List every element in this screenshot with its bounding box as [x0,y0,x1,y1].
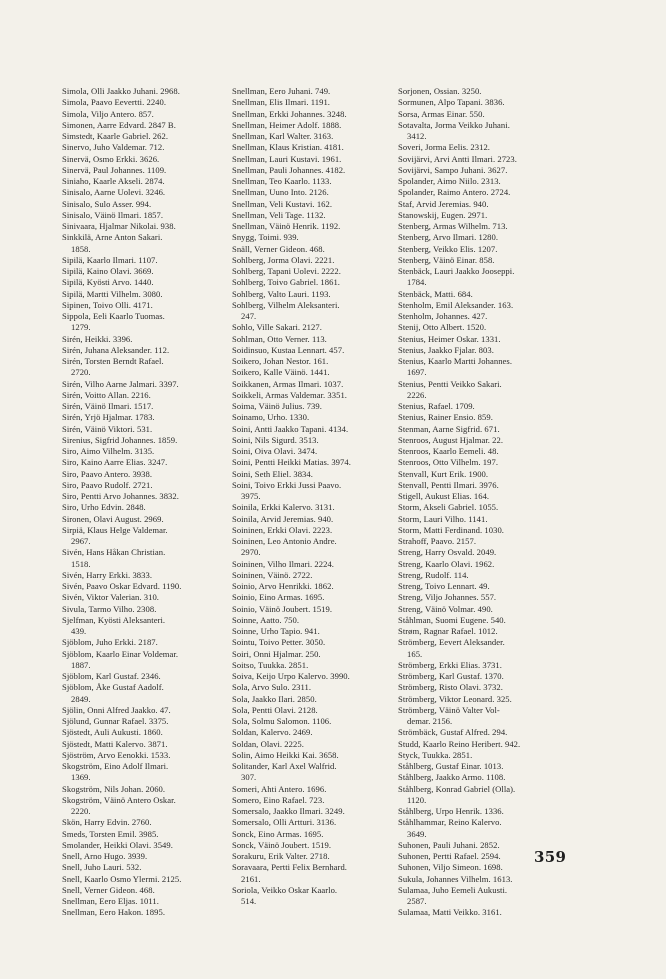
index-entry: 307. [241,772,257,783]
index-entry: Sjölund, Gunnar Rafael. 3375. [62,716,169,726]
index-entry: Snell, Arno Hugo. 3939. [62,851,148,861]
index-entry: Sola, Jaakko Ilari. 2850. [232,693,317,704]
index-entry: Snellman, Veli Kustavi. 162. [232,198,333,209]
index-entry: Smeds, Torsten Emil. 3985. [62,828,159,839]
index-entry: Stenius, Pentti Veikko Sakari. [398,378,502,389]
index-entry: Stigell, Aukust Elias. 164. [398,491,490,501]
index-entry: Stenberg, Veikko Elis. 1207. [398,243,498,254]
index-entry: Ståhlberg, Konrad Gabriel (Olla). [398,783,516,794]
index-entry: Sorsa, Armas Einar. 550. [398,108,485,119]
index-entry: Sulamaa, Juho Eemeli Aukusti. [398,884,508,895]
index-entry: Sirpiä, Klaus Helge Valdemar. [62,524,168,535]
index-entry: Streng, Väinö Volmar. 490. [398,603,493,614]
index-entry: Ståhlberg, Urpo Henrik. 1336. [398,806,504,816]
index-entry: Sjelfman, Kyösti Aleksanteri. [62,614,166,625]
index-entry: Snell, Juho Lauri. 532. [62,862,142,873]
index-entry: Soveri, Jorma Eelis. 2312. [398,142,490,153]
index-entry: Sirén, Heikki. 3396. [62,333,133,344]
index-entry: Sipilä, Kaarlo Ilmari. 1107. [62,254,158,265]
index-entry: Sovijärvi, Arvi Antti Ilmari. 2723. [398,153,517,164]
index-entry: Smolander, Heikki Olavi. 3549. [62,839,173,850]
index-entry: Sipilä, Kaino Olavi. 3669. [62,266,154,276]
index-entry: 2587. [407,896,427,906]
index-entry: Styck, Tuukka. 2851. [398,749,473,760]
index-entry: 2220. [71,806,91,816]
index-entry: Sjöblom, Karl Gustaf. 2346. [62,671,161,681]
index-entry: Storm, Akseli Gabriel. 1055. [398,502,499,513]
index-entry: Spolander, Aimo Niilo. 2313. [398,176,501,186]
index-entry: Sohlberg, Toivo Gabriel. 1861. [232,277,340,288]
index-entry: Soinio, Väinö Joubert. 1519. [232,603,333,614]
index-entry: Snellman, Elis Ilmari. 1191. [232,97,330,108]
index-entry: Simola, Viljo Antero. 857. [62,108,154,119]
index-entry: Sipinen, Toivo Olli. 4171. [62,299,153,310]
index-entry: Sulamaa, Matti Veikko. 3161. [398,907,502,918]
index-entry: Sinisalo, Aarne Uolevi. 3246. [62,187,166,198]
index-entry: Stenberg, Arvo Ilmari. 1280. [398,232,499,243]
index-entry: Snygg, Toimi. 939. [232,232,299,243]
index-entry: Stenvall, Pentti Ilmari. 3976. [398,479,499,490]
index-entry: Soldan, Olavi. 2225. [232,738,304,749]
index-entry: Soinila, Erkki Kalervo. 3131. [232,502,335,513]
index-entry: Sirén, Väinö Ilmari. 1517. [62,401,154,411]
index-entry: Stenroos, August Hjalmar. 22. [398,434,504,445]
index-entry: Sola, Pentti Olavi. 2128. [232,704,318,715]
index-entry: Stenholm, Emil Aleksander. 163. [398,299,514,310]
index-entry: Stenman, Aarne Sigfrid. 671. [398,423,500,434]
index-entry: Soinila, Arvid Jeremias. 940. [232,513,334,524]
index-entry: 2161. [241,873,261,884]
index-entry: Snellman, Heimer Adolf. 1888. [232,119,342,130]
index-entry: Sohlberg, Tapani Uolevi. 2222. [232,266,341,276]
index-entry: Stenvall, Kurt Erik. 1900. [398,468,489,479]
index-entry: Simstedt, Kaarle Gabriel. 262. [62,131,169,141]
index-entry: 2849. [71,693,91,704]
index-entry: 2720. [71,367,91,378]
index-entry: 1784. [407,277,427,288]
index-entry: Snellman, Eero Hakon. 1895. [62,907,166,918]
index-entry: Soikero, Kalle Väinö. 1441. [232,367,330,378]
index-entry: Snellman, Karl Walter. 3163. [232,131,334,141]
index-entry: Soldan, Kalervo. 2469. [232,727,313,738]
index-entry: Sivén, Hans Håkan Christian. [62,547,166,558]
index-entry: Sorakuru, Erik Valter. 2718. [232,851,330,861]
index-entry: Soinne, Aatto. 750. [232,614,300,625]
index-entry: Sirén, Vilho Aarne Jalmari. 3397. [62,378,179,389]
index-entry: Spolander, Raimo Antero. 2724. [398,187,511,198]
index-entry: Sirén, Väinö Viktori. 531. [62,423,153,434]
index-entry: Snellman, Klaus Kristian. 4181. [232,142,344,153]
index-entry: Sirenius, Sigfrid Johannes. 1859. [62,434,178,445]
index-entry: Sivula, Tarmo Vilho. 2308. [62,603,157,614]
index-entry: Strömberg, Risto Olavi. 3732. [398,682,503,693]
index-entry: Storm, Lauri Vilho. 1141. [398,513,488,524]
index-entry: Stenius, Rafael. 1709. [398,401,475,411]
index-entry: Sjöblom, Kaarlo Einar Voldemar. [62,648,179,659]
index-entry: Skogström, Väinö Antero Oskar. [62,794,176,805]
index-entry: Solitander, Karl Axel Walfrid. [232,761,337,771]
index-entry: Stenholm, Johannes. 427. [398,311,488,321]
index-entry: 439. [71,626,87,636]
index-entry: Stenroos, Otto Vilhelm. 197. [398,457,499,468]
index-entry: Stenroos, Kaarlo Eemeli. 48. [398,446,499,456]
index-entry: 1369. [71,772,91,783]
index-entry: Solin, Aimo Heikki Kai. 3658. [232,749,339,760]
index-entry: Siniaho, Kaarle Akseli. 2874. [62,176,165,186]
index-entry: Stenij, Otto Albert. 1520. [398,322,487,333]
index-column-2 [232,86,390,907]
index-entry: Sohlberg, Vilhelm Aleksanteri. [232,299,340,310]
index-entry: Sjölin, Onni Alfred Jaakko. 47. [62,704,171,715]
index-entry: Snellman, Eero Eljas. 1011. [62,896,159,906]
index-entry: Sohlman, Otto Verner. 113. [232,333,327,344]
index-entry: Sirén, Yrjö Hjalmar. 1783. [62,412,155,423]
index-entry: 1858. [71,243,91,254]
index-entry: Siro, Kaino Aarre Elias. 3247. [62,457,168,468]
index-entry: Stenberg, Armas Wilhelm. 713. [398,221,508,231]
index-entry: Sirén, Voitto Allan. 2216. [62,389,151,400]
index-entry: Someri, Ahti Antero. 1696. [232,783,327,794]
index-entry: Soininen, Väinö. 2722. [232,569,313,580]
index-entry: Siro, Paavo Rudolf. 2721. [62,479,153,490]
index-entry: Snellman, Lauri Kustavi. 1961. [232,153,342,164]
index-entry: Sotavalta, Jorma Veikko Juhani. [398,119,510,130]
index-entry: Sinkkilä, Arne Anton Sakari. [62,232,163,243]
index-entry: Soikkeli, Armas Valdemar. 3351. [232,389,348,400]
index-entry: Somero, Eino Rafael. 723. [232,794,325,805]
index-entry: Stenius, Rainer Ensio. 859. [398,412,493,423]
index-entry: Snell, Verner Gideon. 468. [62,884,155,895]
index-entry: Skogström, Eino Adolf Ilmari. [62,761,169,771]
index-entry: Sipilä, Martti Vilhelm. 3080. [62,288,163,299]
index-entry: Strömberg, Viktor Leonard. 325. [398,693,512,704]
index-entry: Sorjonen, Ossian. 3250. [398,86,482,96]
index-entry: Soima, Väinö Julius. 739. [232,401,322,411]
index-entry: 1120. [407,794,427,805]
index-entry: Soravaara, Pertti Felix Bernhard. [232,862,348,873]
index-entry: Soini, Pentti Heikki Matias. 3974. [232,457,351,468]
index-entry: Siro, Aimo Vilhelm. 3135. [62,446,155,456]
index-entry: Soinamo, Urho. 1330. [232,412,310,423]
index-entry: 2226. [407,389,427,400]
index-entry: Sirén, Torsten Berndt Rafael. [62,356,164,366]
index-entry: Stenbäck, Matti. 684. [398,288,473,299]
index-entry: Sovijärvi, Sampo Juhani. 3627. [398,164,508,175]
index-entry: Sinervä, Osmo Erkki. 3626. [62,153,160,164]
index-entry: Storm, Matti Ferdinand. 1030. [398,524,505,535]
index-entry: Siro, Paavo Antero. 3938. [62,468,153,479]
index-entry: 1887. [71,659,91,670]
index-entry: demar. 2156. [407,716,453,726]
index-entry: Ståhlhammar, Reino Kalervo. [398,817,502,828]
index-entry: Sukula, Johannes Vilhelm. 1613. [398,873,513,884]
index-entry: Suhonen, Viljo Simeon. 1698. [398,862,503,873]
index-entry: Stenbäck, Lauri Jaakko Jooseppi. [398,266,515,276]
index-entry: Soriola, Veikko Oskar Kaarlo. [232,884,338,895]
index-entry: Soini, Nils Sigurd. 3513. [232,434,319,445]
index-entry: Soini, Seth Eliel. 3834. [232,468,313,479]
index-entry: Soininen, Erkki Olavi. 2223. [232,524,333,535]
index-entry: Snellman, Eero Juhani. 749. [232,86,331,96]
index-entry: Sinisalo, Väinö Ilmari. 1857. [62,209,164,220]
index-entry: 3975. [241,491,261,501]
index-entry: Streng, Toivo Lennart. 49. [398,581,490,591]
index-entry: Sipilä, Kyösti Arvo. 1440. [62,277,154,288]
index-entry: Sointu, Toivo Petter. 3050. [232,637,326,648]
index-entry: Snellman, Veli Tage. 1132. [232,209,326,220]
index-entry: Sinivaara, Hjalmar Nikolai. 938. [62,221,176,231]
index-entry: Sinisalo, Sulo Asser. 994. [62,198,152,209]
index-entry: Ståhlman, Suomi Eugene. 540. [398,614,506,625]
index-entry: Stanowskij, Eugen. 2971. [398,209,488,220]
index-entry: Soitso, Tuukka. 2851. [232,659,309,670]
index-entry: Suhonen, Pertti Rafael. 2594. [398,851,501,861]
index-entry: Snell, Kaarlo Osmo Ylermi. 2125. [62,873,182,884]
index-entry: Sjöstedt, Auli Aukusti. 1860. [62,727,163,738]
index-entry: Soininen, Leo Antonio Andre. [232,536,337,546]
index-entry: Skön, Harry Edvin. 2760. [62,817,152,828]
index-entry: Simola, Paavo Eevertti. 2240. [62,97,167,108]
index-entry: Stenberg, Väinö Einar. 858. [398,254,495,265]
index-entry: Snellman, Väinö Henrik. 1192. [232,221,341,231]
index-entry: Snellman, Erkki Johannes. 3248. [232,108,347,119]
index-entry: Sjöström, Arvo Eenokki. 1533. [62,749,171,760]
index-entry: Skogström, Nils Johan. 2060. [62,783,166,794]
index-entry: Strahoff, Paavo. 2157. [398,536,477,546]
index-entry: 3412. [407,131,427,141]
index-entry: Streng, Rudolf. 114. [398,569,469,580]
index-entry: Snellman, Pauli Johannes. 4182. [232,164,346,175]
index-entry: Soini, Toivo Erkki Jussi Paavo. [232,479,342,490]
index-entry: 2967. [71,536,91,546]
index-entry: Streng, Viljo Johannes. 557. [398,592,497,603]
index-entry: Somersalo, Olli Artturi. 3136. [232,817,337,828]
index-entry: Soikkanen, Armas Ilmari. 1037. [232,378,344,389]
index-entry: 247. [241,311,257,321]
index-entry: Streng, Kaarlo Olavi. 1962. [398,558,495,569]
index-entry: Streng, Harry Osvald. 2049. [398,547,497,558]
index-entry: Soini, Oiva Olavi. 3474. [232,446,318,456]
index-entry: Soinne, Urho Tapio. 941. [232,626,320,636]
index-entry: 165. [407,648,423,659]
index-column-1 [62,86,222,919]
index-entry: Somersalo, Jaakko Ilmari. 3249. [232,806,345,816]
index-entry: Soinio, Arvo Henrikki. 1862. [232,581,334,591]
index-entry: Sjöblom, Åke Gustaf Aadolf. [62,682,164,693]
index-entry: Sonck, Eino Armas. 1695. [232,828,324,839]
index-entry: Strömberg, Karl Gustaf. 1370. [398,671,504,681]
index-entry: Soini, Antti Jaakko Tapani. 4134. [232,423,349,434]
index-entry: Sohlberg, Valto Lauri. 1193. [232,288,331,299]
index-entry: Soikero, Johan Nestor. 161. [232,356,329,366]
index-entry: Soiri, Onni Hjalmar. 250. [232,648,321,659]
index-column-3 [398,86,558,919]
index-entry: Ståhlberg, Gustaf Einar. 1013. [398,761,504,771]
index-entry: Suhonen, Pauli Juhani. 2852. [398,839,500,850]
index-entry: Sohlberg, Jorma Olavi. 2221. [232,254,335,265]
index-entry: Sippola, Eeli Kaarlo Tuomas. [62,311,165,321]
index-entry: Simola, Olli Jaakko Juhani. 2968. [62,86,180,96]
index-entry: Sivén, Viktor Valerian. 310. [62,592,159,603]
index-entry: Simonen, Aarre Edvard. 2847 B. [62,119,176,130]
page-number: 359 [534,848,567,866]
index-entry: 3649. [407,828,427,839]
index-entry: 2970. [241,547,261,558]
index-entry: Strøm, Ragnar Rafael. 1012. [398,626,498,636]
index-entry: Sinervo, Juho Valdemar. 712. [62,142,165,153]
index-entry: Strömberg, Väinö Valter Vol- [398,704,500,715]
index-entry: 514. [241,896,257,906]
index-entry: Studd, Kaarlo Reino Heribert. 942. [398,738,521,749]
index-entry: Soininen, Vilho Ilmari. 2224. [232,558,334,569]
index-entry: Sivén, Harry Erkki. 3833. [62,569,153,580]
index-entry: Soidinsuo, Kustaa Lennart. 457. [232,344,345,355]
index-entry: 1518. [71,558,91,569]
index-entry: Snäll, Verner Gideon. 468. [232,243,325,254]
index-entry: Stenius, Heimer Oskar. 1331. [398,333,501,344]
index-entry: Sola, Solmu Salomon. 1106. [232,716,332,726]
index-entry: Strömberg, Erkki Elias. 3731. [398,659,502,670]
index-entry: Sjöblom, Juho Erkki. 2187. [62,637,158,648]
index-entry: Sohlo, Ville Sakari. 2127. [232,322,322,333]
index-entry: Ståhlberg, Jaakko Armo. 1108. [398,772,506,783]
index-entry: Strömbäck, Gustaf Alfred. 294. [398,727,508,738]
index-entry: Sirén, Juhana Aleksander. 112. [62,344,170,355]
index-entry: Sinervä, Paul Johannes. 1109. [62,164,167,175]
index-entry: Soiva, Keijo Urpo Kalervo. 3990. [232,671,350,681]
index-entry: Sola, Arvo Sulo. 2311. [232,682,312,693]
index-entry: Sonck, Väinö Joubert. 1519. [232,839,332,850]
index-entry: Staf, Arvid Jeremias. 940. [398,198,489,209]
index-entry: Stenius, Kaarlo Martti Johannes. [398,356,513,366]
index-entry: Sironen, Olavi August. 2969. [62,513,164,524]
index-entry: Siro, Urho Edvin. 2848. [62,502,146,513]
index-entry: Sjöstedt, Matti Kalervo. 3871. [62,738,168,749]
index-entry: Sivén, Paavo Oskar Edvard. 1190. [62,581,182,591]
index-entry: Strömberg, Eevert Aleksander. [398,637,505,648]
index-entry: 1279. [71,322,91,333]
index-entry: Siro, Pentti Arvo Johannes. 3832. [62,491,179,501]
index-entry: Soinio, Eino Armas. 1695. [232,592,325,603]
index-entry: Stenius, Jaakko Fjalar. 803. [398,344,494,355]
index-entry: Snellman, Uuno Into. 2126. [232,187,329,198]
index-entry: Sormunen, Alpo Tapani. 3836. [398,97,505,108]
index-entry: 1697. [407,367,427,378]
index-entry: Snellman, Teo Kaarlo. 1133. [232,176,332,186]
